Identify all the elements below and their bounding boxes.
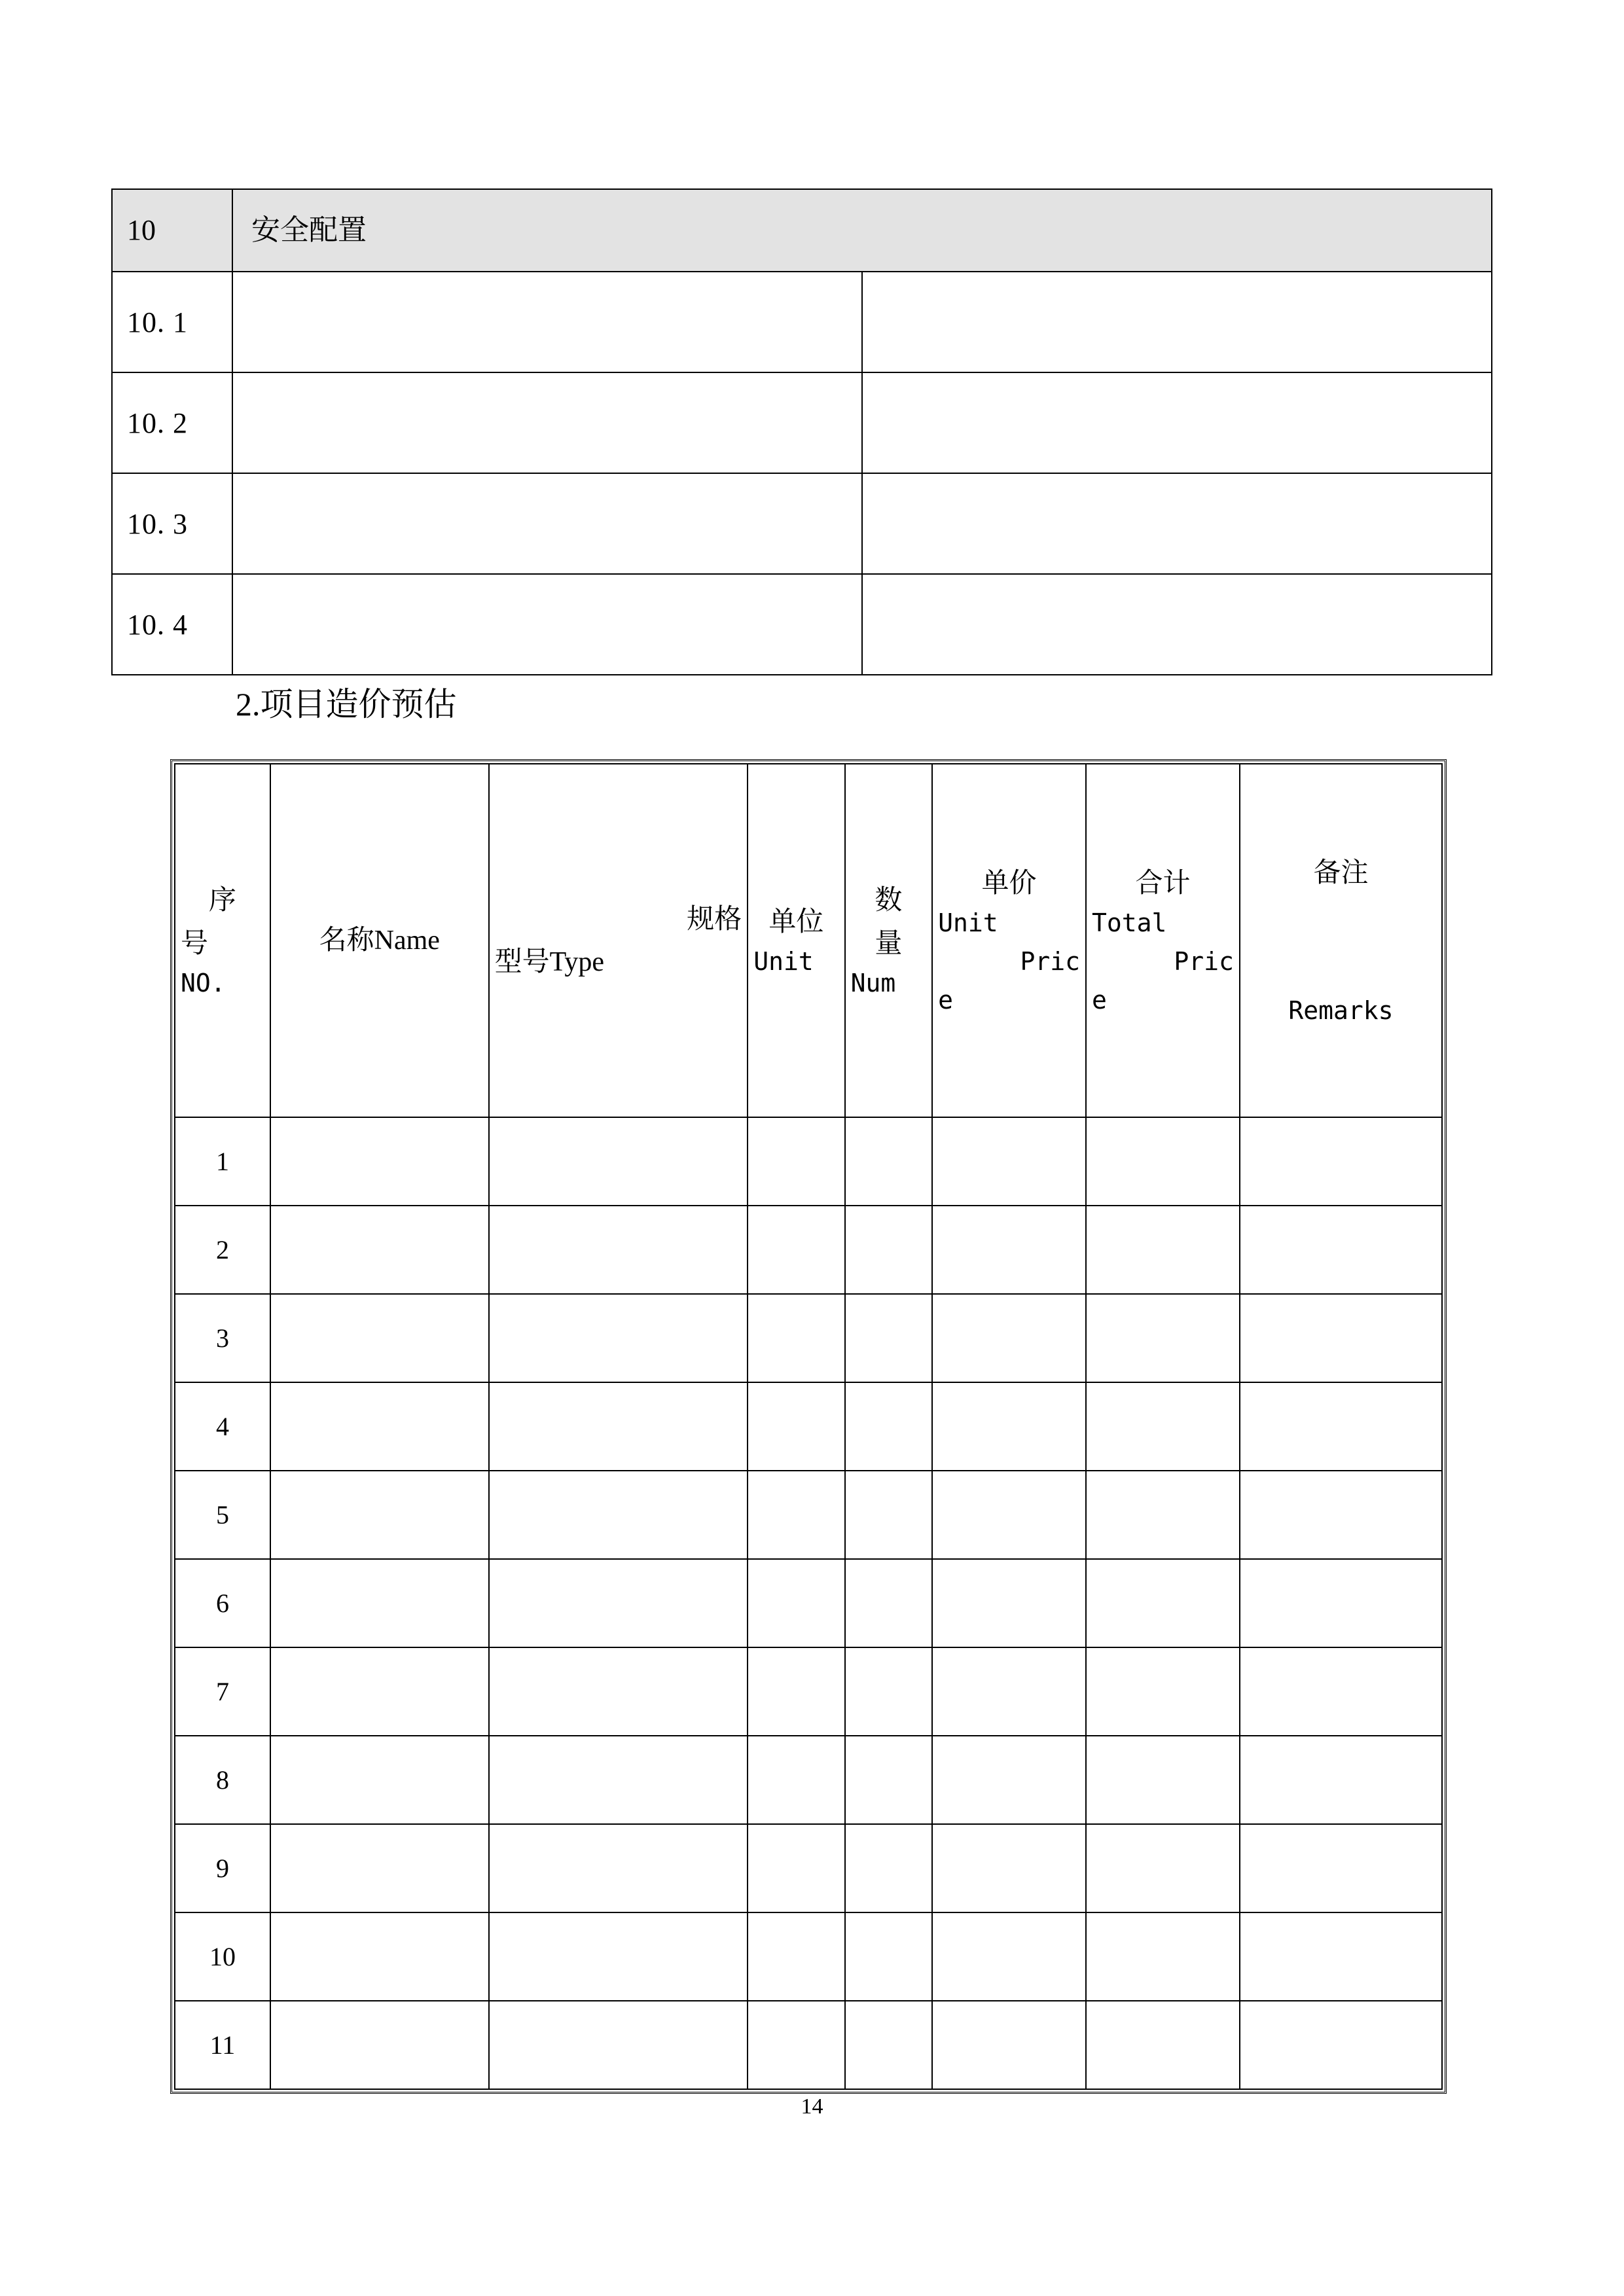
section-heading: [236, 685, 457, 724]
cost-row-type[interactable]: [489, 2001, 748, 2089]
header-no-line1: 序: [208, 884, 236, 916]
security-row-right-cell[interactable]: [862, 272, 1492, 372]
cost-row-type[interactable]: [489, 1736, 748, 1824]
cost-row-unit[interactable]: [748, 1117, 844, 1206]
cost-row-unit[interactable]: [748, 1912, 844, 2001]
header-num-line1: 数: [875, 884, 903, 916]
table-row: [112, 372, 1492, 473]
cost-row-unit[interactable]: [748, 1647, 844, 1736]
cost-estimate-table: [174, 763, 1443, 2090]
cost-estimate-header-row: [175, 764, 1442, 1117]
cost-row-type[interactable]: [489, 1559, 748, 1647]
cost-row-name[interactable]: [270, 1736, 489, 1824]
cost-row-no: 11: [175, 2001, 270, 2089]
header-type-en: Type: [549, 947, 605, 977]
cost-row-remarks[interactable]: [1240, 1647, 1442, 1736]
cost-row-name[interactable]: [270, 1647, 489, 1736]
cost-row-type[interactable]: [489, 1912, 748, 2001]
cost-row-no: 8: [175, 1736, 270, 1824]
cost-row-type[interactable]: [489, 1824, 748, 1912]
cost-row-name[interactable]: [270, 1117, 489, 1206]
cost-row-unit-price[interactable]: [932, 1824, 1086, 1912]
cost-row-total-price[interactable]: [1086, 1382, 1240, 1471]
header-no-line2: 号: [181, 926, 209, 959]
table-row: [175, 1912, 1442, 2001]
cost-row-num[interactable]: [845, 1471, 933, 1559]
cost-row-remarks[interactable]: [1240, 1559, 1442, 1647]
security-row-right-cell[interactable]: [862, 574, 1492, 675]
cost-row-unit[interactable]: [748, 1294, 844, 1382]
table-row: [175, 1206, 1442, 1294]
cost-row-total-price[interactable]: [1086, 1647, 1240, 1736]
cost-row-no: 1: [175, 1117, 270, 1206]
cost-row-name[interactable]: [270, 1824, 489, 1912]
security-row-middle-cell[interactable]: [232, 272, 862, 372]
header-unit-line2: Unit: [753, 947, 814, 977]
cost-row-num[interactable]: [845, 1206, 933, 1294]
security-row-middle-cell[interactable]: [232, 473, 862, 574]
cost-row-num[interactable]: [845, 1117, 933, 1206]
cost-row-name[interactable]: [270, 1471, 489, 1559]
cost-row-remarks[interactable]: [1240, 1471, 1442, 1559]
cost-row-num[interactable]: [845, 1912, 933, 2001]
cost-row-remarks[interactable]: [1240, 1294, 1442, 1382]
column-header-type: [489, 764, 748, 1117]
cost-row-num[interactable]: [845, 1559, 933, 1647]
header-unit-price-line3: Pric: [1020, 947, 1080, 977]
cost-row-type[interactable]: [489, 1382, 748, 1471]
cost-row-remarks[interactable]: [1240, 2001, 1442, 2089]
security-row-middle-cell[interactable]: [232, 574, 862, 675]
table-row: [175, 1736, 1442, 1824]
cost-row-total-price[interactable]: [1086, 1117, 1240, 1206]
cost-row-unit[interactable]: [748, 1471, 844, 1559]
table-row: [112, 473, 1492, 574]
header-total-price-line2: Total: [1092, 908, 1167, 938]
page-number: 14: [801, 2094, 823, 2119]
column-header-no: [175, 764, 270, 1117]
cost-row-name[interactable]: [270, 1382, 489, 1471]
cost-row-name[interactable]: [270, 1559, 489, 1647]
cost-row-unit-price[interactable]: [932, 1294, 1086, 1382]
cost-row-no: 10: [175, 1912, 270, 2001]
cost-row-total-price[interactable]: [1086, 1206, 1240, 1294]
header-remarks-line2: Remarks: [1288, 996, 1394, 1026]
column-header-unit-price: [932, 764, 1086, 1117]
cost-row-unit-price[interactable]: [932, 1382, 1086, 1471]
cost-row-no: 3: [175, 1294, 270, 1382]
cost-row-unit-price[interactable]: [932, 2001, 1086, 2089]
header-type-line1: 规格: [687, 902, 742, 935]
cost-row-no: 5: [175, 1471, 270, 1559]
cost-row-remarks[interactable]: [1240, 1736, 1442, 1824]
cost-row-unit-price[interactable]: [932, 1559, 1086, 1647]
column-header-unit: [748, 764, 844, 1117]
cost-row-num[interactable]: [845, 1294, 933, 1382]
table-row: [175, 1117, 1442, 1206]
cost-row-num[interactable]: [845, 1647, 933, 1736]
table-row: [175, 1647, 1442, 1736]
cost-row-type[interactable]: [489, 1206, 748, 1294]
header-name-en: Name: [374, 925, 440, 956]
header-num-line3: Num: [850, 968, 896, 997]
cost-row-total-price[interactable]: [1086, 1736, 1240, 1824]
security-config-header-title: 安全配置: [232, 189, 1492, 272]
section-heading-text: 项目造价预估: [260, 685, 457, 723]
cost-row-name[interactable]: [270, 1206, 489, 1294]
security-row-number: 10. 1: [112, 272, 232, 372]
table-row: [112, 574, 1492, 675]
cost-row-type[interactable]: [489, 1471, 748, 1559]
table-row: [175, 1471, 1442, 1559]
cost-row-unit[interactable]: [748, 1736, 844, 1824]
cost-row-total-price[interactable]: [1086, 1912, 1240, 2001]
cost-estimate-table-frame: [170, 759, 1447, 2094]
header-unit-line1: 单位: [768, 905, 824, 937]
header-unit-price-line1: 单价: [981, 867, 1037, 899]
cost-row-type[interactable]: [489, 1294, 748, 1382]
table-row: [175, 1824, 1442, 1912]
header-total-price-line3: Pric: [1174, 947, 1234, 977]
cost-row-unit-price[interactable]: [932, 1647, 1086, 1736]
header-total-price-line1: 合计: [1135, 867, 1191, 899]
header-num-line2: 量: [875, 926, 903, 959]
section-heading-number: 2.: [236, 686, 261, 723]
cost-row-no: 9: [175, 1824, 270, 1912]
security-row-middle-cell[interactable]: [232, 372, 862, 473]
table-row: [175, 1294, 1442, 1382]
column-header-remarks: [1240, 764, 1442, 1117]
header-remarks-line1: 备注: [1313, 856, 1369, 888]
security-row-right-cell[interactable]: [862, 372, 1492, 473]
cost-row-no: 2: [175, 1206, 270, 1294]
header-total-price-line4: e: [1092, 985, 1107, 1014]
cost-row-num[interactable]: [845, 2001, 933, 2089]
cost-row-no: 6: [175, 1559, 270, 1647]
cost-row-num[interactable]: [845, 1382, 933, 1471]
cost-row-unit-price[interactable]: [932, 1471, 1086, 1559]
cost-row-num[interactable]: [845, 1736, 933, 1824]
table-row: [175, 2001, 1442, 2089]
cost-row-total-price[interactable]: [1086, 1824, 1240, 1912]
cost-row-num[interactable]: [845, 1824, 933, 1912]
header-unit-price-line4: e: [938, 985, 953, 1014]
cost-row-unit-price[interactable]: [932, 1117, 1086, 1206]
cost-row-type[interactable]: [489, 1117, 748, 1206]
cost-row-name[interactable]: [270, 1912, 489, 2001]
cost-row-no: 4: [175, 1382, 270, 1471]
cost-row-remarks[interactable]: [1240, 1206, 1442, 1294]
column-header-name: [270, 764, 489, 1117]
cost-row-unit[interactable]: [748, 1824, 844, 1912]
column-header-num: [845, 764, 933, 1117]
cost-row-unit-price[interactable]: [932, 1736, 1086, 1824]
cost-row-type[interactable]: [489, 1647, 748, 1736]
cost-row-unit[interactable]: [748, 1206, 844, 1294]
cost-row-remarks[interactable]: [1240, 1382, 1442, 1471]
table-row: [175, 1382, 1442, 1471]
cost-row-remarks[interactable]: [1240, 1912, 1442, 2001]
cost-row-remarks[interactable]: [1240, 1824, 1442, 1912]
cost-row-name[interactable]: [270, 1294, 489, 1382]
security-row-number: 10. 4: [112, 574, 232, 675]
header-type-cn: 型号: [494, 945, 550, 977]
security-row-number: 10. 3: [112, 473, 232, 574]
header-name-cn: 名称: [319, 924, 374, 956]
cost-row-unit-price[interactable]: [932, 1206, 1086, 1294]
security-config-header-row: [112, 189, 1492, 272]
cost-row-unit[interactable]: [748, 2001, 844, 2089]
security-config-header-number: 10: [112, 189, 232, 272]
security-row-right-cell[interactable]: [862, 473, 1492, 574]
cost-row-remarks[interactable]: [1240, 1117, 1442, 1206]
cost-row-total-price[interactable]: [1086, 1294, 1240, 1382]
security-config-table: [111, 188, 1492, 675]
cost-row-unit[interactable]: [748, 1382, 844, 1471]
cost-row-total-price[interactable]: [1086, 1559, 1240, 1647]
table-row: [175, 1559, 1442, 1647]
cost-row-unit[interactable]: [748, 1559, 844, 1647]
table-row: [112, 272, 1492, 372]
cost-row-total-price[interactable]: [1086, 1471, 1240, 1559]
header-remarks-spacer: [1246, 893, 1436, 992]
security-row-number: 10. 2: [112, 372, 232, 473]
cost-row-unit-price[interactable]: [932, 1912, 1086, 2001]
cost-row-name[interactable]: [270, 2001, 489, 2089]
column-header-total-price: [1086, 764, 1240, 1117]
cost-row-no: 7: [175, 1647, 270, 1736]
header-no-line3: NO.: [181, 968, 226, 997]
cost-row-total-price[interactable]: [1086, 2001, 1240, 2089]
header-unit-price-line2: Unit: [938, 908, 998, 938]
